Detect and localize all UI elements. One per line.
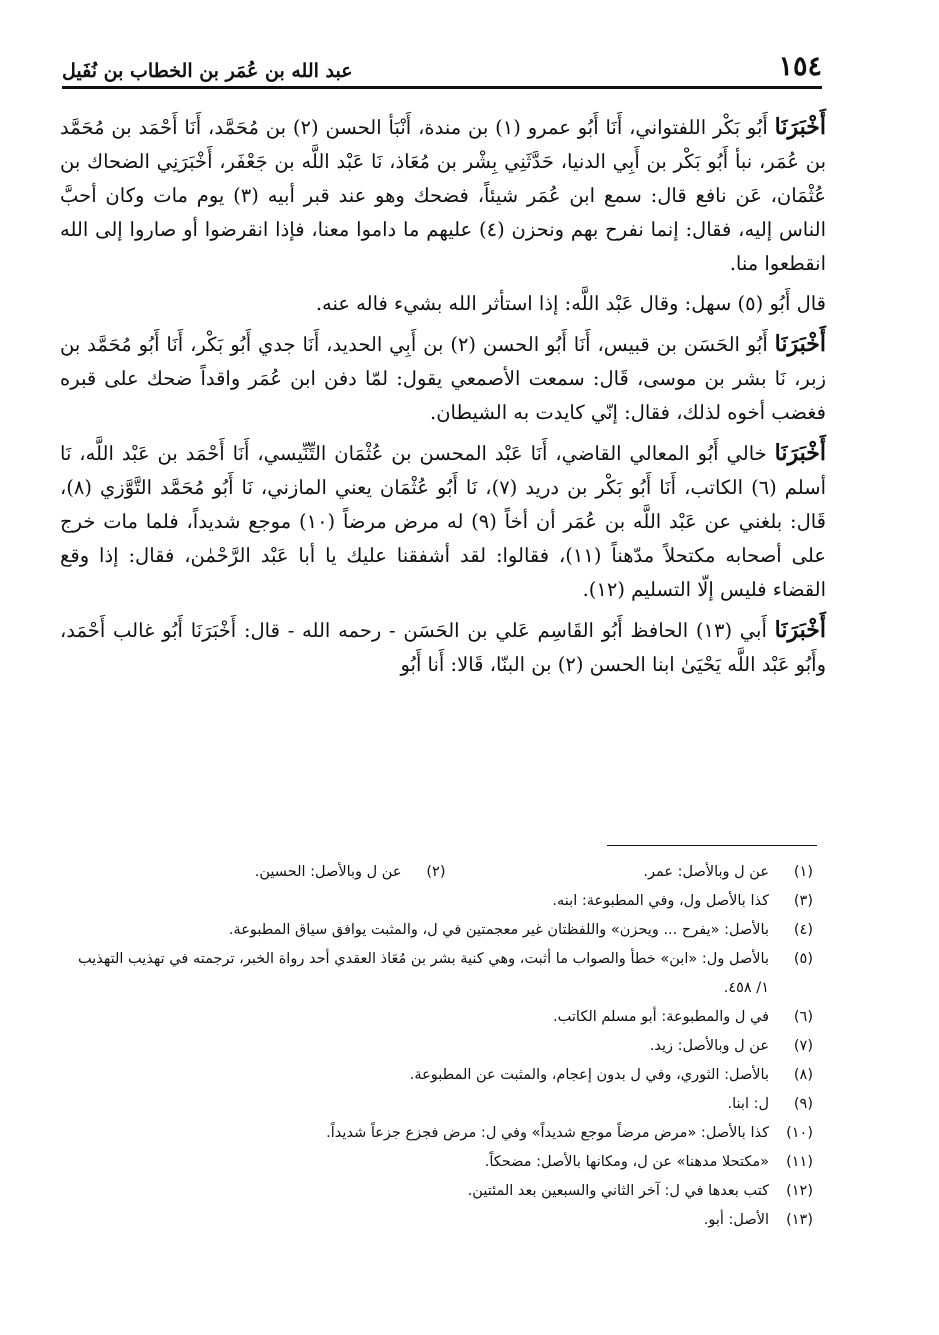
footnote	[78, 1032, 813, 1061]
paragraph-text: خالي أَبُو المعالي القاضي، أَنَا عَبْد المحسن بن عُثْمَان التِّنِّيسي، أَنَا أَحْمَد بن عَبْد اللَّه، نَا أسلم (٦) الكاتب، أَنَا أَبُو بَكْر بن دريد (٧)، نَا أَبُو عُثْمَان يعني المازني، نَا أَبُو مُحَمَّد التَّوَّزي (٨)، قَال: بلغني عن عَبْد اللَّه بن عُمَر أن أخاً (٩) له مرض مرضاً (١٠) موجع شديداً، فلما مات خرج على أصحابه مكتحلاً مدّهناً (١١)، فقالوا: لقد أشفقنا عليك يا أبا عَبْد الرَّحْمٰن، فقال: إذا وقع القضاء فليس إلّا التسليم (١٢).	[60, 442, 827, 601]
footnote-text: بالأصل ول: «ابن» خطأ والصواب ما أثبت، وهي كنية بشر بن مُعَاذ العقدي أحد رواة الخبر، ترجمته في تهذيب التهذيب ١/ ٤٥٨.	[78, 951, 769, 996]
footnote-text: عن ل وبالأصل: زيد.	[649, 1038, 769, 1054]
footnote	[78, 1148, 813, 1177]
footnote	[78, 945, 813, 1003]
footnote-number: (١١)	[786, 1154, 813, 1170]
footnote	[78, 1177, 813, 1206]
footnote-text: ل: ابنا.	[727, 1096, 769, 1112]
running-title: عبد الله بن عُمَر بن الخطاب بن نُفَيل	[62, 60, 353, 82]
footnote-number: (٨)	[793, 1067, 813, 1083]
paragraph	[60, 287, 826, 321]
paragraph-lead: أَخْبَرَنَا	[774, 331, 826, 357]
footnote-number: (١٠)	[786, 1125, 813, 1141]
paragraph-text: قال أَبُو (٥) سهل: وقال عَبْد اللَّه: إذا استأثر الله بشيء فاله عنه.	[315, 292, 826, 315]
footnote-text: «مكتحلا مدهنا» عن ل، ومكانها بالأصل: مضحكاً.	[484, 1154, 769, 1170]
footnote	[78, 1206, 813, 1235]
footnote-number: (١٢)	[786, 1183, 813, 1199]
footnote	[446, 858, 814, 887]
footnote-number: (٧)	[793, 1038, 813, 1054]
footnote-text: الأصل: أبو.	[703, 1212, 769, 1228]
page-number: ١٥٤	[778, 51, 822, 82]
footnote-text: كذا بالأصل ول، وفي المطبوعة: ابنه.	[552, 893, 769, 909]
footnote-pair	[78, 858, 813, 887]
footnotes	[78, 858, 813, 1235]
footnote-text: بالأصل: «يفرح ... ويحزن» واللفظتان غير معجمتين في ل، والمثبت يوافق سياق المطبوعة.	[228, 922, 769, 938]
footnote-number: (١٣)	[786, 1212, 813, 1228]
footnote	[78, 858, 446, 887]
footnote-text: كتب بعدها في ل: آخر الثاني والسبعين بعد المئتين.	[467, 1183, 769, 1199]
paragraph	[60, 110, 826, 281]
footnote-number: (٥)	[793, 951, 813, 967]
footnote	[78, 1119, 813, 1148]
footnote-number: (٩)	[793, 1096, 813, 1112]
footnote	[78, 916, 813, 945]
footnote-number: (١)	[793, 864, 813, 880]
paragraph-lead: أَخْبَرَنَا	[774, 617, 826, 643]
paragraph	[60, 327, 826, 430]
paragraph-lead: أَخْبَرَنَا	[774, 114, 826, 140]
footnote-number: (٦)	[793, 1009, 813, 1025]
paragraph-text: أَبُو بَكْر اللفتواني، أَنَا أَبُو عمرو (١) بن مندة، أَنْبَأ الحسن (٢) بن مُحَمَّد، أَنَا أَحْمَد بن مُحَمَّد بن عُمَر، نبأ أَبُو بَكْر بن أَبِي الدنيا، حَدَّثَنِي بِشْر بن مُعَاذ، نَا عَبْد اللَّه بن جَعْفَر، أَخْبَرَنِي الضحاك بن عُثْمَان، عَن نافع قال: سمع ابن عُمَر شيئاً، فضحك وهو عند قبر أبيه (٣) يوم مات وكان أحبَّ الناس إليه، فقال: إنما نفرح بهم ونحزن (٤) عليهم ما داموا معنا، فإذا انقرضوا أو صاروا إلى الله انقطعوا منا.	[60, 116, 826, 275]
footnote-text: في ل والمطبوعة: أبو مسلم الكاتب.	[553, 1009, 769, 1025]
footnote-number: (٣)	[793, 893, 813, 909]
paragraph	[60, 613, 826, 682]
footnote-text: عن ل وبالأصل: الحسين.	[254, 864, 402, 880]
main-text	[60, 110, 826, 688]
paragraph-lead: أَخْبَرَنَا	[774, 440, 826, 466]
footnote	[78, 1061, 813, 1090]
footnote	[78, 1003, 813, 1032]
page-header	[62, 42, 822, 89]
footnote	[78, 887, 813, 916]
footnote-text: عن ل وبالأصل: عمر.	[643, 864, 769, 880]
footnote-number: (٢)	[426, 864, 446, 880]
paragraph-text: أَبي (١٣) الحافظ أَبُو القَاسِم عَلي بن الحَسَن - رحمه الله - قال: أَخْبَرَنَا أَبُو غالب أَحْمَد، وأَبُو عَبْد اللَّه يَحْيَىٰ ابنا الحسن (٢) بن البنّا، قَالا: أَنا أَبُو	[60, 619, 826, 676]
footnote-separator	[607, 845, 817, 846]
footnote-text: كذا بالأصل: «مرض مرضاً موجع شديداً» وفي ل: مرض فجزع جزعاً شديداً.	[326, 1125, 769, 1141]
paragraph	[60, 436, 826, 607]
footnote-number: (٤)	[793, 922, 813, 938]
footnote	[78, 1090, 813, 1119]
footnote-text: بالأصل: الثوري، وفي ل بدون إعجام، والمثبت عن المطبوعة.	[409, 1067, 769, 1083]
paragraph-text: أَبُو الحَسَن بن قبيس، أَنَا أَبُو الحسن (٢) بن أَبِي الحديد، أَنَا جدي أَبُو بَكْر، أَنَا أَبُو مُحَمَّد بن زبر، نَا بشر بن موسى، قَال: سمعت الأصمعي يقول: لمّا دفن ابن عُمَر واقداً ضحك على قبره فغضب أخوه لذلك، فقال: إنّي كايدت به الشيطان.	[60, 333, 826, 424]
